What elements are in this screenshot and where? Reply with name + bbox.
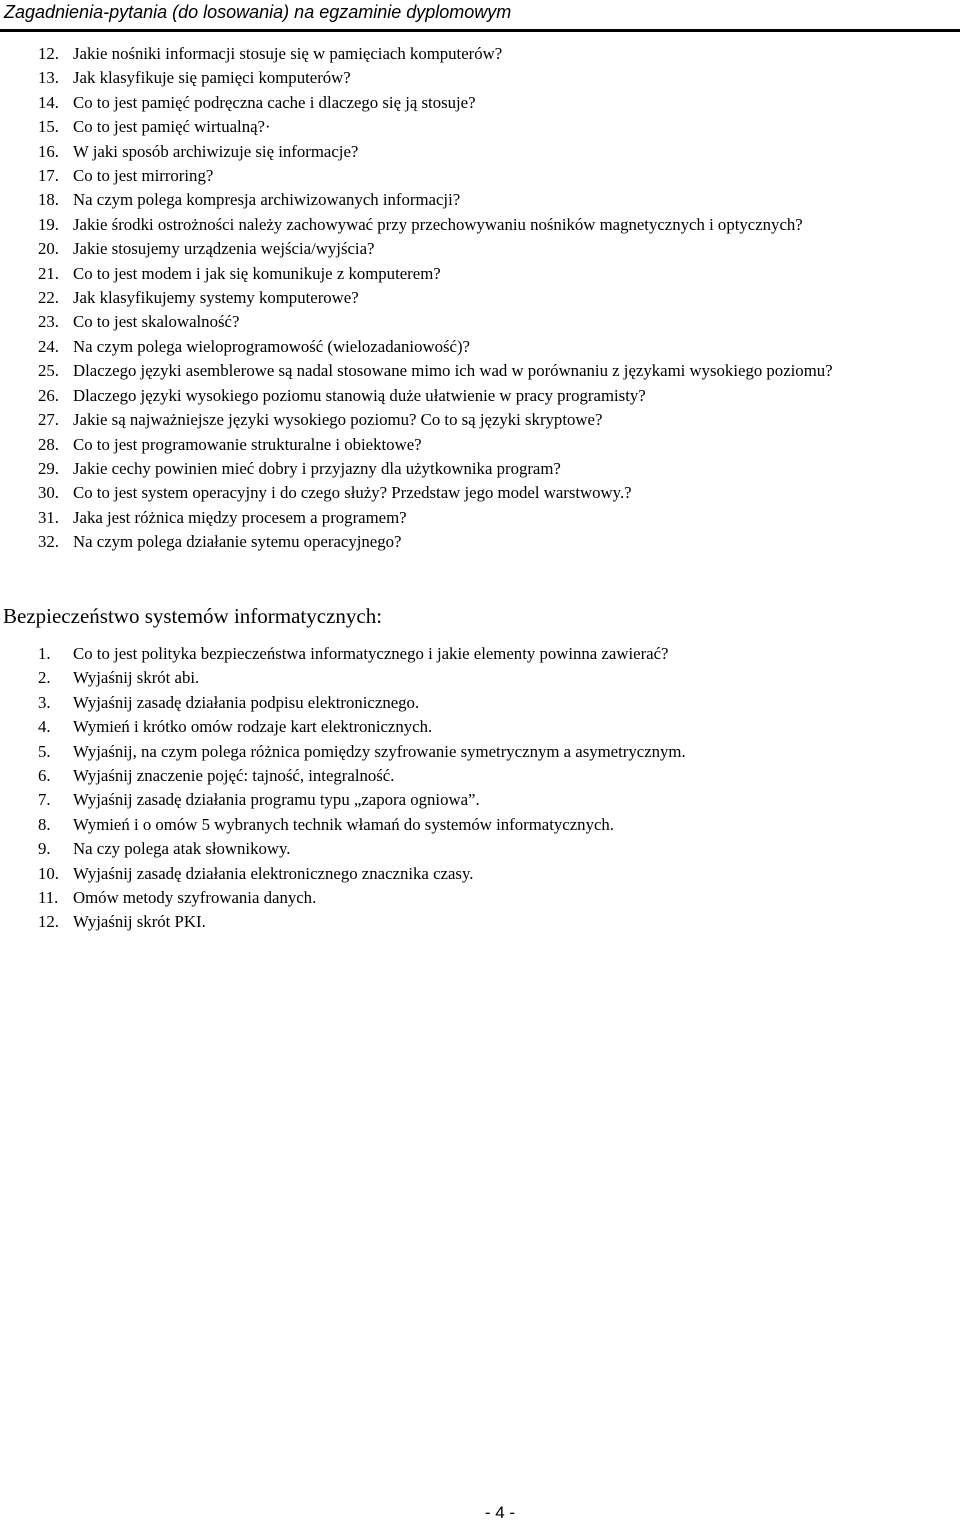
list-item	[0, 764, 960, 788]
list-item	[0, 433, 960, 457]
question-text: W jaki sposób archiwizuje się informacje?	[73, 141, 359, 161]
list-item	[0, 740, 960, 764]
question-text: Jakie stosujemy urządzenia wejścia/wyjścia?	[73, 239, 375, 259]
question-text: Dlaczego języki wysokiego poziomu stanowią duże ułatwienie w pracy programisty?	[73, 385, 646, 405]
list-item	[0, 506, 960, 530]
page-header-title: Zagadnienia-pytania (do losowania) na egzaminie dyplomowym	[4, 2, 512, 22]
question-text: Jakie cechy powinien mieć dobry i przyjazny dla użytkownika program?	[73, 458, 561, 478]
question-text: Wyjaśnij zasadę działania podpisu elektronicznego.	[73, 692, 420, 712]
question-number: 19.	[38, 214, 59, 234]
question-text: Co to jest pamięć wirtualną?·	[73, 117, 271, 137]
question-text: Dlaczego języki asemblerowe są nadal stosowane mimo ich wad w porównaniu z językami wysokiego poziomu?	[73, 361, 833, 381]
question-text: Jakie są najważniejsze języki wysokiego poziomu? Co to są języki skryptowe?	[73, 410, 603, 430]
question-number: 1.	[38, 644, 51, 663]
question-text: Jak klasyfikuje się pamięci komputerów?	[73, 68, 351, 88]
list-item	[0, 66, 960, 90]
question-number: 25.	[38, 361, 59, 381]
list-item	[0, 164, 960, 188]
list-item	[0, 530, 960, 554]
question-list-security	[0, 642, 960, 935]
question-text: Na czym polega wieloprogramowość (wielozadaniowość)?	[73, 336, 471, 356]
question-text: Co to jest polityka bezpieczeństwa informatycznego i jakie elementy powinna zawierać?	[73, 644, 669, 663]
question-number: 21.	[38, 263, 59, 283]
question-text: Wyjaśnij skrót abi.	[73, 668, 200, 688]
question-number: 13.	[38, 68, 59, 88]
list-item	[0, 481, 960, 505]
question-text: Co to jest modem i jak się komunikuje z komputerem?	[73, 263, 441, 283]
question-text: Jakie nośniki informacji stosuje się w pamięciach komputerów?	[73, 44, 503, 63]
question-number: 6.	[38, 766, 51, 786]
list-item	[0, 213, 960, 237]
list-item	[0, 691, 960, 715]
question-number: 23.	[38, 312, 59, 332]
question-text: Jaka jest różnica między procesem a programem?	[73, 507, 407, 527]
question-text: Na czym polega kompresja archiwizowanych informacji?	[73, 190, 461, 210]
question-number: 26.	[38, 385, 59, 405]
list-item	[0, 886, 960, 910]
question-text: Wyjaśnij zasadę działania elektronicznego znacznika czasy.	[73, 863, 474, 883]
question-number: 12.	[38, 912, 59, 932]
list-item	[0, 335, 960, 359]
question-number: 12.	[38, 44, 59, 63]
list-item	[0, 359, 960, 383]
question-text: Na czym polega działanie sytemu operacyjnego?	[73, 532, 402, 552]
question-number: 11.	[38, 888, 59, 908]
question-number: 9.	[38, 839, 51, 859]
list-item	[0, 788, 960, 812]
question-text: Wyjaśnij skrót PKI.	[73, 912, 206, 932]
question-text: Wyjaśnij znaczenie pojęć: tajność, integralność.	[73, 766, 395, 786]
list-item	[0, 91, 960, 115]
header-divider	[0, 29, 960, 32]
question-list-general	[0, 42, 960, 555]
question-number: 24.	[38, 336, 59, 356]
list-item	[0, 862, 960, 886]
list-item	[0, 42, 960, 66]
question-text: Na czy polega atak słownikowy.	[73, 839, 291, 859]
list-item	[0, 666, 960, 690]
page-number: - 4 -	[484, 1503, 516, 1522]
list-item	[0, 715, 960, 739]
question-number: 17.	[38, 166, 59, 186]
question-number: 28.	[38, 434, 59, 454]
question-text: Jak klasyfikujemy systemy komputerowe?	[73, 288, 359, 308]
question-number: 16.	[38, 141, 59, 161]
question-number: 31.	[38, 507, 59, 527]
list-item	[0, 310, 960, 334]
list-item	[0, 188, 960, 212]
list-item	[0, 286, 960, 310]
question-number: 20.	[38, 239, 59, 259]
list-item	[0, 910, 960, 934]
question-number: 7.	[38, 790, 51, 810]
question-number: 8.	[38, 814, 51, 834]
question-number: 30.	[38, 483, 59, 503]
list-item	[0, 408, 960, 432]
question-number: 4.	[38, 717, 51, 737]
question-number: 3.	[38, 692, 51, 712]
list-item	[0, 140, 960, 164]
section-heading-security: Bezpieczeństwo systemów informatycznych:	[3, 604, 383, 628]
question-number: 2.	[38, 668, 51, 688]
question-text: Wymień i o omów 5 wybranych technik włamań do systemów informatycznych.	[73, 814, 614, 834]
list-item	[0, 384, 960, 408]
question-number: 5.	[38, 741, 51, 761]
question-text: Co to jest system operacyjny i do czego służy? Przedstaw jego model warstwowy.?	[73, 483, 632, 503]
question-number: 14.	[38, 92, 59, 112]
question-text: Co to jest pamięć podręczna cache i dlaczego się ją stosuje?	[73, 92, 476, 112]
question-text: Co to jest skalowalność?	[73, 312, 240, 332]
question-text: Wyjaśnij, na czym polega różnica pomiędzy szyfrowanie symetrycznym a asymetrycznym.	[73, 741, 686, 761]
question-text: Co to jest programowanie strukturalne i obiektowe?	[73, 434, 422, 454]
list-item	[0, 237, 960, 261]
question-number: 10.	[38, 863, 59, 883]
question-text: Wyjaśnij zasadę działania programu typu „zapora ogniowa”.	[73, 790, 480, 810]
list-item	[0, 837, 960, 861]
question-text: Omów metody szyfrowania danych.	[73, 888, 317, 908]
list-item	[0, 813, 960, 837]
question-text: Jakie środki ostrożności należy zachowywać przy przechowywaniu nośników magnetycznych i optycznych?	[73, 214, 803, 234]
question-number: 22.	[38, 288, 59, 308]
question-number: 27.	[38, 410, 59, 430]
question-number: 29.	[38, 458, 59, 478]
list-item	[0, 642, 960, 666]
list-item	[0, 457, 960, 481]
question-number: 18.	[38, 190, 59, 210]
question-number: 32.	[38, 532, 59, 552]
question-text: Wymień i krótko omów rodzaje kart elektronicznych.	[73, 717, 433, 737]
list-item	[0, 262, 960, 286]
question-number: 15.	[38, 117, 59, 137]
question-text: Co to jest mirroring?	[73, 166, 214, 186]
list-item	[0, 115, 960, 139]
